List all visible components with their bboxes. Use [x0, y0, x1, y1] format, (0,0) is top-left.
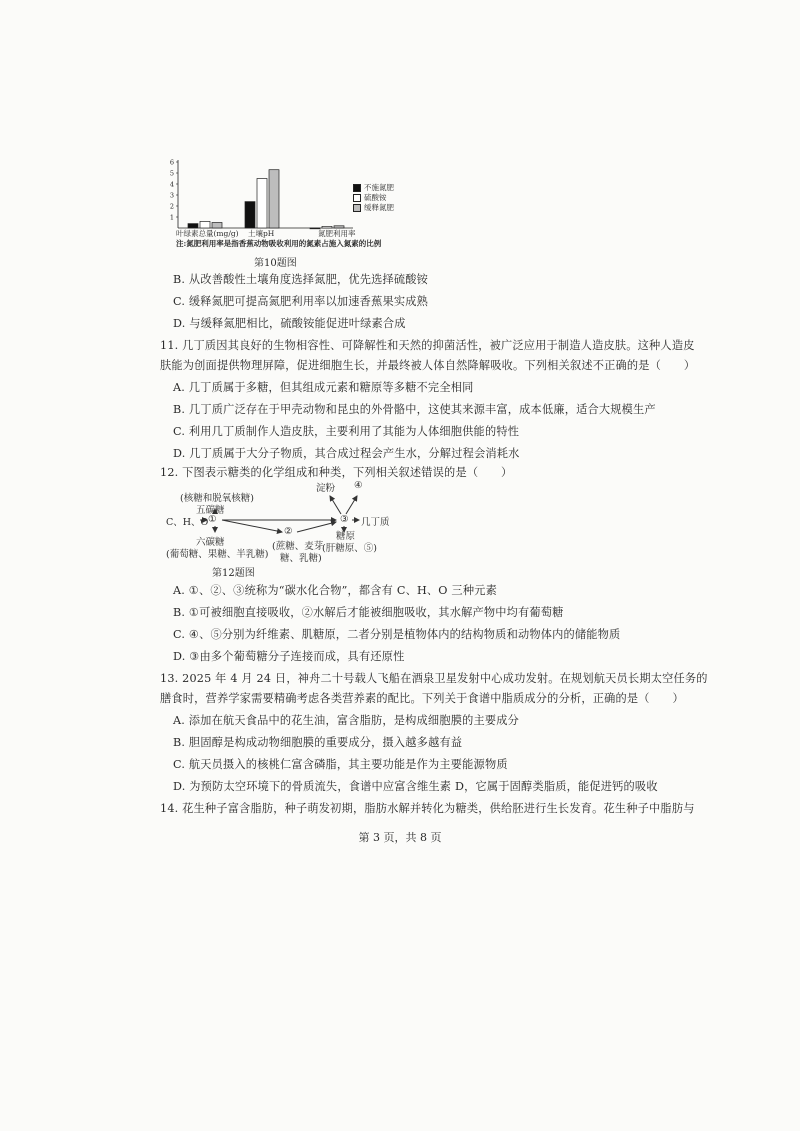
y-tick-label: 3 — [169, 191, 174, 200]
legend-label: 缓释氮肥 — [364, 203, 394, 212]
label-ribose: (核糖和脱氧核糖) — [180, 493, 254, 504]
figure-10-caption: 第10题图 — [254, 258, 297, 269]
label-glycogen-list: (肝糖原、⑤) — [322, 543, 377, 554]
x-label-utilization: 氮肥利用率 — [318, 229, 356, 238]
q13-option-c: C. 航天员摄入的核桃仁富含磷脂，其主要功能是作为主要能源物质 — [173, 758, 508, 771]
y-tick-label: 5 — [169, 169, 174, 178]
bar-2-1 — [245, 202, 255, 228]
label-node-2: ② — [284, 526, 293, 537]
q12-stem: 12. 下图表示糖类的化学组成和种类，下列相关叙述错误的是（ ） — [160, 466, 513, 479]
label-pentose: 五碳糖 — [196, 505, 225, 516]
q11-stem-line1: 11. 几丁质因其良好的生物相容性、可降解性和天然的抑菌活性，被广泛应用于制造人造皮肤。这种人造皮 — [160, 339, 695, 352]
q12-option-b: B. ①可被细胞直接吸收，②水解后才能被细胞吸收，其水解产物中均有葡萄糖 — [173, 606, 564, 619]
label-disaccharides-2: 糖、乳糖) — [280, 553, 322, 564]
label-cho: C、H、O — [166, 517, 209, 528]
label-chitin: 几丁质 — [361, 517, 390, 528]
label-node-3: ③ — [340, 514, 349, 525]
q11-option-c: C. 利用几丁质制作人造皮肤，主要利用了其能为人体细胞供能的特性 — [173, 425, 520, 438]
chart-note: 注:氮肥利用率是指香蕉动物吸收利用的氮素占施入氮素的比例 — [176, 239, 382, 248]
x-label-chlorophyll: 叶绿素总量(mg/g) — [176, 229, 239, 238]
legend-swatch — [353, 184, 361, 192]
q12-option-a: A. ①、②、③统称为“碳水化合物”，都含有 C、H、O 三种元素 — [173, 584, 497, 597]
bar-2-2 — [257, 179, 267, 229]
q11-option-d: D. 几丁质属于大分子物质，其合成过程会产生水，分解过程会消耗水 — [173, 447, 520, 460]
q12-option-c: C. ④、⑤分别为纤维素、肌糖原，二者分别是植物体内的结构物质和动物体内的储能物质 — [173, 628, 621, 641]
q11-stem-line2: 肤能为创面提供物理屏障，促进细胞生长，并最终被人体自然降解吸收。下列相关叙述不正确的是（ ） — [160, 359, 696, 372]
q13-option-a: A. 添加在航天食品中的花生油，富含脂肪，是构成细胞膜的主要成分 — [173, 714, 520, 727]
legend-swatch — [353, 204, 361, 212]
x-label-ph: 土壤pH — [248, 229, 275, 238]
q10-option-b: B. 从改善酸性土壤角度选择氮肥，优先选择硫酸铵 — [173, 273, 429, 286]
legend-label: 不施氮肥 — [364, 183, 394, 192]
legend-swatch — [353, 194, 361, 202]
label-disaccharides: (蔗糖、麦芽 — [272, 541, 324, 552]
label-hexose-list: (葡萄糖、果糖、半乳糖) — [166, 549, 269, 560]
label-node-4: ④ — [354, 480, 363, 491]
q12-option-d: D. ③由多个葡萄糖分子连接而成，具有还原性 — [173, 650, 405, 663]
legend-label: 硫酸铵 — [364, 193, 387, 202]
label-starch: 淀粉 — [316, 483, 336, 494]
y-tick-label: 6 — [169, 158, 174, 167]
y-tick-label: 1 — [169, 213, 174, 222]
y-tick-label: 2 — [169, 202, 174, 211]
page-footer: 第 3 页，共 8 页 — [358, 831, 442, 844]
legend-item — [353, 183, 394, 193]
figure-12-caption: 第12题图 — [212, 568, 255, 579]
bar-2-3 — [269, 170, 279, 228]
chart-legend — [353, 183, 394, 213]
q13-option-b: B. 胆固醇是构成动物细胞膜的重要成分，摄入越多越有益 — [173, 736, 463, 749]
q10-option-d: D. 与缓释氮肥相比，硫酸铵能促进叶绿素合成 — [173, 317, 406, 330]
q14-stem-line1: 14. 花生种子富含脂肪，种子萌发初期，脂肪水解并转化为糖类，供给胚进行生长发育。花生种子中脂肪与 — [160, 802, 695, 815]
figure-10-bar-chart — [160, 150, 360, 235]
q10-option-c: C. 缓释氮肥可提高氮肥利用率以加速香蕉果实成熟 — [173, 295, 429, 308]
y-tick-label: 4 — [169, 180, 174, 189]
legend-item — [353, 203, 394, 213]
q11-option-a: A. 几丁质属于多糖，但其组成元素和糖原等多糖不完全相同 — [173, 381, 474, 394]
q13-stem-line2: 膳食时，营养学家需要精确考虑各类营养素的配比。下列关于食谱中脂质成分的分析，正确的是（ ） — [160, 692, 684, 705]
q13-stem-line1: 13. 2025 年 4 月 24 日，神舟二十号载人飞船在酒泉卫星发射中心成功发射。在规划航天员长期太空任务的 — [160, 672, 708, 685]
legend-item — [353, 193, 394, 203]
label-node-1: ① — [208, 514, 217, 525]
q13-option-d: D. 为预防太空环境下的骨质流失，食谱中应富含维生素 D，它属于固醇类脂质，能促进钙的吸收 — [173, 780, 658, 793]
bar-1-2 — [200, 221, 210, 228]
label-hexose: 六碳糖 — [196, 537, 225, 548]
label-glycogen: 糖原 — [336, 531, 356, 542]
q11-option-b: B. 几丁质广泛存在于甲壳动物和昆虫的外骨骼中，这使其来源丰富，成本低廉，适合大规模生产 — [173, 403, 656, 416]
